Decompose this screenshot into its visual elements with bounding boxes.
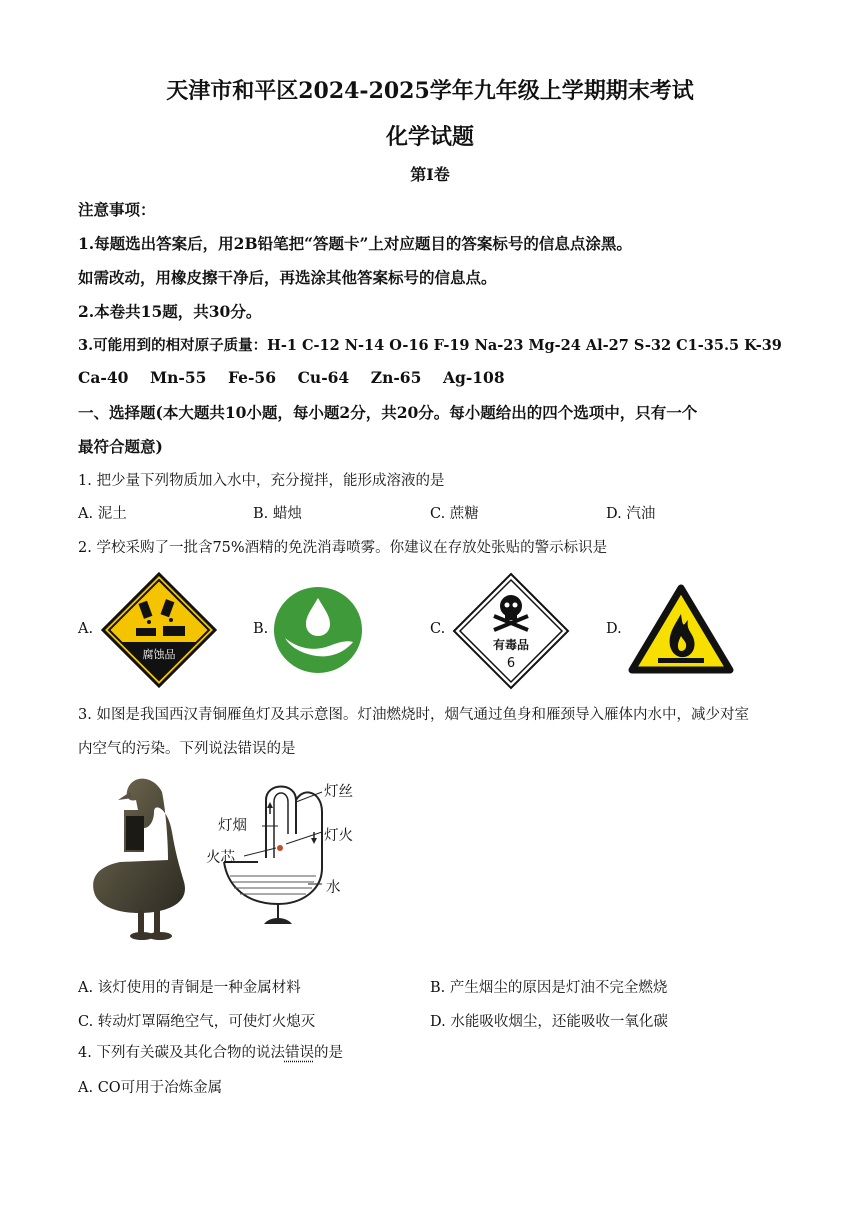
section1-line-2: 最符合题意) (78, 437, 163, 456)
notes-line-4: 3.可能用到的相对原子质量：H-1 C-12 N-14 O-16 F-19 Na-23 Mg-24 Al-27 S-32 C1-35.5 K-39 (78, 337, 782, 354)
toxic-label: 有毒品 (492, 638, 530, 652)
q3-option-a: A. 该灯使用的青铜是一种金属材料 (78, 980, 301, 996)
notes-line-3: 2.本卷共15题，共30分。 (78, 302, 262, 321)
volume-label: 第Ⅰ卷 (410, 165, 450, 184)
water-drop-sign-icon (273, 586, 363, 674)
q3-option-c: C. 转动灯罩隔绝空气，可使灯火熄灭 (78, 1014, 316, 1030)
exam-title: 天津市和平区2024-2025学年九年级上学期期末考试 (166, 78, 694, 104)
notes-line-5: Ca-40 Mn-55 Fe-56 Cu-64 Zn-65 Ag-108 (78, 368, 505, 387)
bronze-goose-lamp-image (84, 772, 204, 944)
q4-option-a: A. CO可用于冶炼金属 (78, 1080, 223, 1096)
q1-option-a: A. 泥土 (78, 506, 127, 522)
q3-option-d: D. 水能吸收烟尘，还能吸收一氧化碳 (430, 1014, 668, 1030)
flammable-sign-icon (628, 584, 734, 676)
toxic-sign-icon (452, 572, 570, 690)
q2-option-c: C. (430, 621, 446, 637)
q1-option-d: D. 汽油 (606, 506, 656, 522)
schematic-label-core: 火芯 (206, 850, 235, 866)
corrosive-label: 腐蚀品 (142, 648, 176, 661)
q3-stem-line-2: 内空气的污染。下列说法错误的是 (78, 741, 296, 757)
q2-option-a: A. (78, 621, 94, 637)
q2-option-d: D. (606, 621, 622, 637)
schematic-label-wick-thread: 灯丝 (324, 784, 353, 800)
notes-line-2: 如需改动，用橡皮擦干净后，再选涂其他答案标号的信息点。 (78, 268, 497, 287)
q4-stem-pre: 4. 下列有关碳及其化合物的说法 (78, 1045, 285, 1061)
schematic-label-flame: 灯火 (324, 828, 353, 844)
q3-option-b: B. 产生烟尘的原因是灯油不完全燃烧 (430, 980, 668, 996)
q4-stem-emphasis: 错误 (284, 1045, 314, 1061)
q1-option-b: B. 蜡烛 (253, 506, 302, 522)
schematic-label-smoke: 灯烟 (218, 818, 247, 834)
corrosive-sign-icon (101, 572, 217, 688)
notes-line-1: 1.每题选出答案后，用2B铅笔把“答题卡”上对应题目的答案标号的信息点涂黑。 (78, 234, 632, 253)
q3-stem-line-1: 3. 如图是我国西汉青铜雁鱼灯及其示意图。灯油燃烧时，烟气通过鱼身和雁颈导入雁体内水中，减少对室 (78, 707, 749, 723)
q1-option-c: C. 蔗糖 (430, 506, 479, 522)
notes-heading: 注意事项： (78, 200, 156, 219)
toxic-class-number: 6 (506, 656, 516, 671)
q2-stem: 2. 学校采购了一批含75%酒精的免洗消毒喷雾。你建议在存放处张贴的警示标识是 (78, 540, 608, 556)
section1-line-1: 一、选择题(本大题共10小题，每小题2分，共20分。每小题给出的四个选项中，只有一个 (78, 403, 698, 422)
q4-stem (78, 1041, 343, 1062)
schematic-label-water: 水 (326, 880, 341, 896)
q1-stem: 1. 把少量下列物质加入水中，充分搅拌，能形成溶液的是 (78, 473, 445, 489)
q2-option-b: B. (253, 621, 269, 637)
q4-stem-post: 的是 (313, 1045, 343, 1061)
exam-subtitle: 化学试题 (385, 124, 474, 150)
